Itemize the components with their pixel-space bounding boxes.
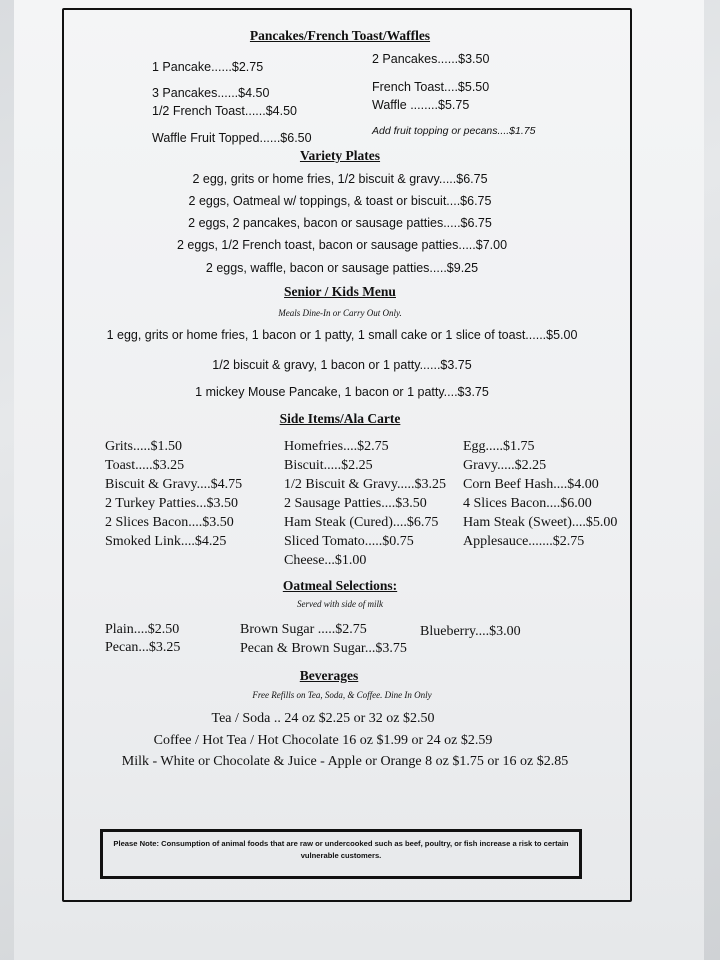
oatmeal-heading: Oatmeal Selections: — [282, 578, 398, 593]
side-item: Homefries....$2.75 — [284, 439, 389, 454]
side-item: Sliced Tomato.....$0.75 — [284, 534, 414, 549]
oatmeal-note: Served with side of milk — [297, 599, 383, 609]
side-item: 2 Turkey Patties...$3.50 — [105, 496, 239, 511]
side-item: 1/2 Biscuit & Gravy.....$3.25 — [284, 477, 447, 492]
menu-item: 1/2 biscuit & gravy, 1 bacon or 1 patty......$3.75 — [212, 358, 472, 372]
menu-item: 2 eggs, 2 pancakes, bacon or sausage patties.....$6.75 — [188, 216, 492, 230]
oatmeal-item: Pecan...$3.25 — [105, 640, 181, 655]
oatmeal-item: Plain....$2.50 — [105, 622, 180, 637]
oatmeal-item: Brown Sugar .....$2.75 — [240, 622, 367, 637]
side-item: 2 Sausage Patties....$3.50 — [284, 496, 427, 511]
side-item: Smoked Link....$4.25 — [105, 534, 227, 549]
menu-item: Waffle Fruit Topped......$6.50 — [152, 131, 312, 145]
beverage-item: Tea / Soda .. 24 oz $2.25 or 32 oz $2.50 — [211, 711, 435, 726]
menu-item: 1/2 French Toast......$4.50 — [152, 104, 297, 118]
side-item: 2 Slices Bacon....$3.50 — [105, 515, 234, 530]
menu-item: 2 eggs, 1/2 French toast, bacon or sausage patties.....$7.00 — [176, 238, 508, 252]
side-item: Ham Steak (Sweet)....$5.00 — [463, 515, 618, 530]
oatmeal-item: Pecan & Brown Sugar...$3.75 — [240, 641, 407, 656]
menu-item: Waffle ........$5.75 — [372, 98, 470, 112]
side-item: Toast.....$3.25 — [105, 458, 185, 473]
side-item: Biscuit & Gravy....$4.75 — [105, 477, 243, 492]
side-item: Grits.....$1.50 — [105, 439, 182, 454]
side-item: Biscuit.....$2.25 — [284, 458, 373, 473]
menu-item: 2 eggs, waffle, bacon or sausage patties.....$9.25 — [205, 261, 479, 275]
pancakes-heading: Pancakes/French Toast/Waffles — [249, 28, 431, 43]
variety-heading: Variety Plates — [299, 148, 381, 163]
food-safety-disclaimer: Please Note: Consumption of animal foods that are raw or undercooked such as beef, poultry, or fish increase a risk to certain vulnerable customers. — [100, 829, 582, 879]
senior-heading: Senior / Kids Menu — [284, 284, 396, 299]
beverage-item: Coffee / Hot Tea / Hot Chocolate 16 oz $1.99 or 24 oz $2.59 — [153, 733, 493, 748]
side-item: Applesauce.......$2.75 — [463, 534, 585, 549]
menu-item: 1 Pancake......$2.75 — [152, 60, 264, 74]
side-item: Cheese...$1.00 — [284, 553, 367, 568]
menu-item: 2 Pancakes......$3.50 — [372, 52, 490, 66]
side-item: Gravy.....$2.25 — [463, 458, 547, 473]
menu-item: 1 mickey Mouse Pancake, 1 bacon or 1 patty....$3.75 — [195, 385, 489, 399]
beverages-heading: Beverages — [299, 668, 359, 683]
addon-note: Add fruit topping or pecans....$1.75 — [372, 125, 536, 137]
beverages-note: Free Refills on Tea, Soda, & Coffee. Dine In Only — [252, 690, 432, 700]
menu-item: French Toast....$5.50 — [372, 80, 490, 94]
sides-heading: Side Items/Ala Carte — [279, 411, 401, 426]
menu-item: 3 Pancakes......$4.50 — [152, 86, 270, 100]
senior-note: Meals Dine-In or Carry Out Only. — [278, 308, 402, 318]
menu-item: 2 egg, grits or home fries, 1/2 biscuit & gravy.....$6.75 — [192, 172, 488, 186]
side-item: Corn Beef Hash....$4.00 — [463, 477, 599, 492]
menu-item: 1 egg, grits or home fries, 1 bacon or 1 patty, 1 small cake or 1 slice of toast......$5.00 — [106, 328, 578, 342]
side-item: Egg.....$1.75 — [463, 439, 535, 454]
oatmeal-item: Blueberry....$3.00 — [420, 624, 521, 639]
side-item: Ham Steak (Cured)....$6.75 — [284, 515, 439, 530]
menu-item: 2 eggs, Oatmeal w/ toppings, & toast or biscuit....$6.75 — [188, 194, 492, 208]
side-item: 4 Slices Bacon....$6.00 — [463, 496, 592, 511]
beverage-item: Milk - White or Chocolate & Juice - Apple or Orange 8 oz $1.75 or 16 oz $2.85 — [121, 754, 569, 769]
